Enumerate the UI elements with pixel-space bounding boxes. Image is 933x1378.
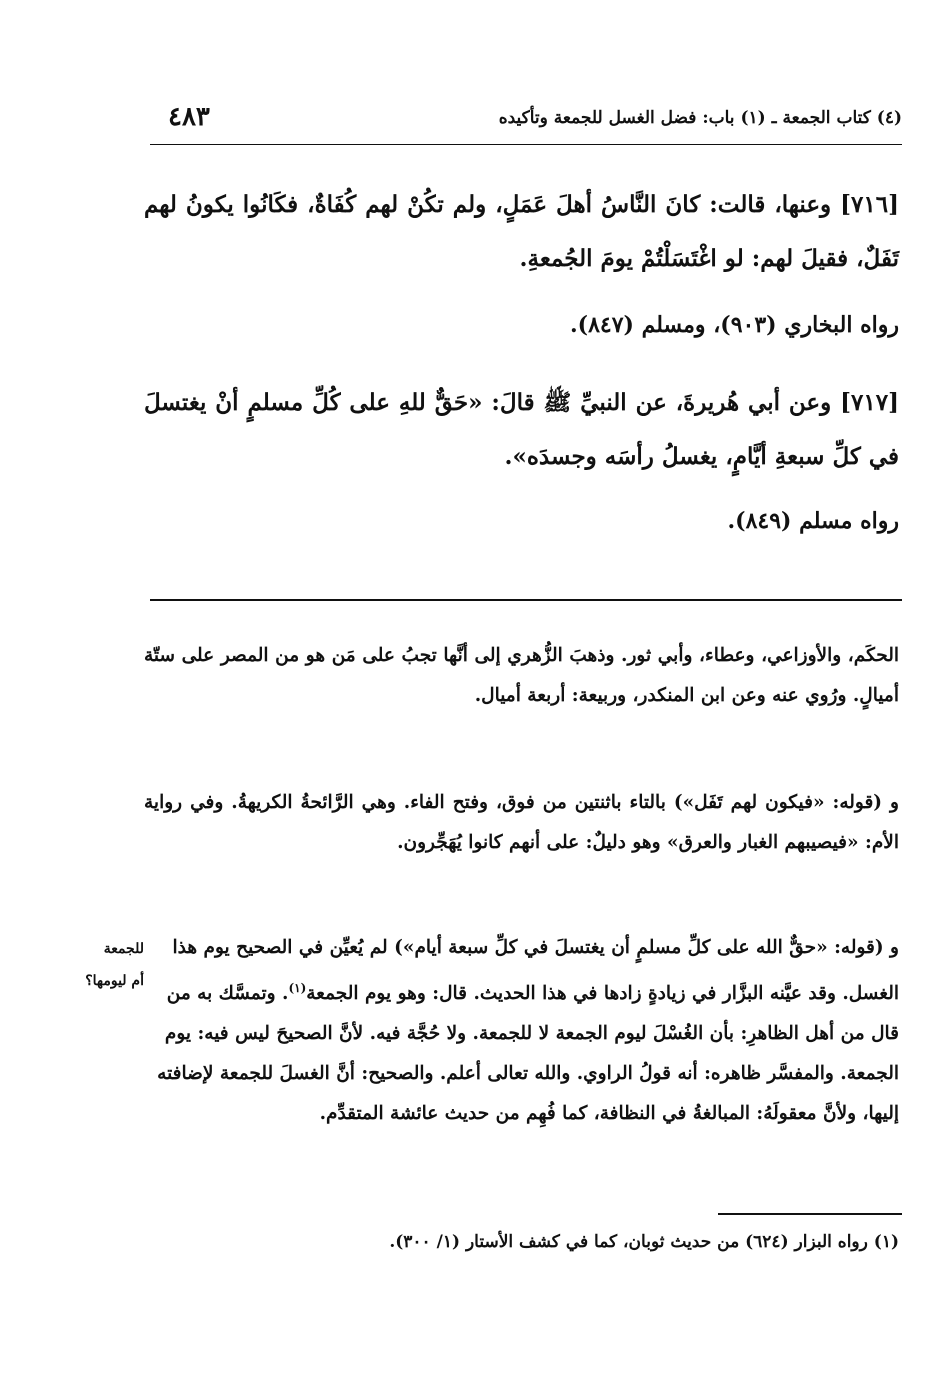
hadith-717: [٧١٧] وعن أبي هُريرةَ، عن النبيِّ ﷺ قالَ: «حَقٌّ للهِ على كُلِّ مسلمٍ أنْ يغتسلَ في كلِّ سبعةِ أيَّامٍ، يغسلُ رأسَه وجسدَه». [144,389,899,470]
footnote-rule [718,1213,902,1215]
running-header [150,102,902,138]
hadith-716-source: رواه البخاري (٩٠٣)، ومسلم (٨٤٧). [569,312,899,338]
hadith-716: [٧١٦] وعنها، قالت: كانَ النَّاسُ أهلَ عَمَلٍ، ولم تكُنْ لهم كُفَاةٌ، فكَانُوا يكونُ لهم تَفَلٌ، فقيلَ لهم: لو اغْتَسَلْتُمْ يومَ الجُمعةِ. [144,191,899,272]
header-rule [150,144,902,145]
hadith-717-source: رواه مسلم (٨٤٩). [727,508,899,534]
commentary-paragraph-1: الحكَم، والأوزاعي، وعطاء، وأبي ثور. وذهبَ الزُّهري إلى أنَّها تجبُ على مَن هو من المصر على ستّة أميالٍ. ورُوي عنه وعن ابن المنكدر، وربيعة: أربعة أميال. [144,645,899,706]
margin-note: أم ليومها؟ [85,973,144,989]
commentary-text: . وتمسَّك به من قال من أهل الظاهرِ: بأن الغُسْلَ ليوم الجمعة لا للجمعة. ولا حُجَّة فيه. لأنَّ الصحيحَ ليس فيه: يوم الجمعة. والمفسَّر ظاهره: أنه قولُ الراوي. والله تعالى أعلم. والصحيح: أنَّ الغسلَ للجمعة لإضافته إليها، ولأنَّ معقولَهُ: المبالغةُ في النظافة، كما فُهِم من حديث عائشة المتقدِّم. [157,983,899,1125]
margin-note: للجمعة [103,941,144,957]
commentary-paragraph-3 [144,928,899,1134]
page-number: ٤٨٣ [168,102,210,132]
footnote-marker[interactable]: (١) [288,981,307,995]
commentary-separator [150,599,902,601]
footnote: (١) رواه البزار (٦٢٤) من حديث ثوبان، كما في كشف الأستار (١/ ٣٠٠). [389,1232,899,1252]
commentary-paragraph-2: و (قوله: «فيكون لهم تَفَل») بالتاء باثنتين من فوق، وفتح الفاء. وهي الرَّائحةُ الكريهةُ. وفي رواية الأم: «فيصيبهم الغبار والعرق» وهو دليلٌ: على أنهم كانوا يُهَجِّرون. [144,792,899,853]
chapter-title: (٤) كتاب الجمعة ـ (١) باب: فضل الغسل للجمعة وتأكيده [498,108,902,128]
commentary-text: و (قوله: «حقٌّ الله على كلِّ مسلمٍ أن يغتسلَ في كلِّ سبعة أيام») لم يُعيِّن في الصحيح يوم هذا الغسل. وقد عيَّنه البزَّار في زيادةٍ زادها في هذا الحديث. قال: وهو يوم الجمعة [172,937,899,1005]
